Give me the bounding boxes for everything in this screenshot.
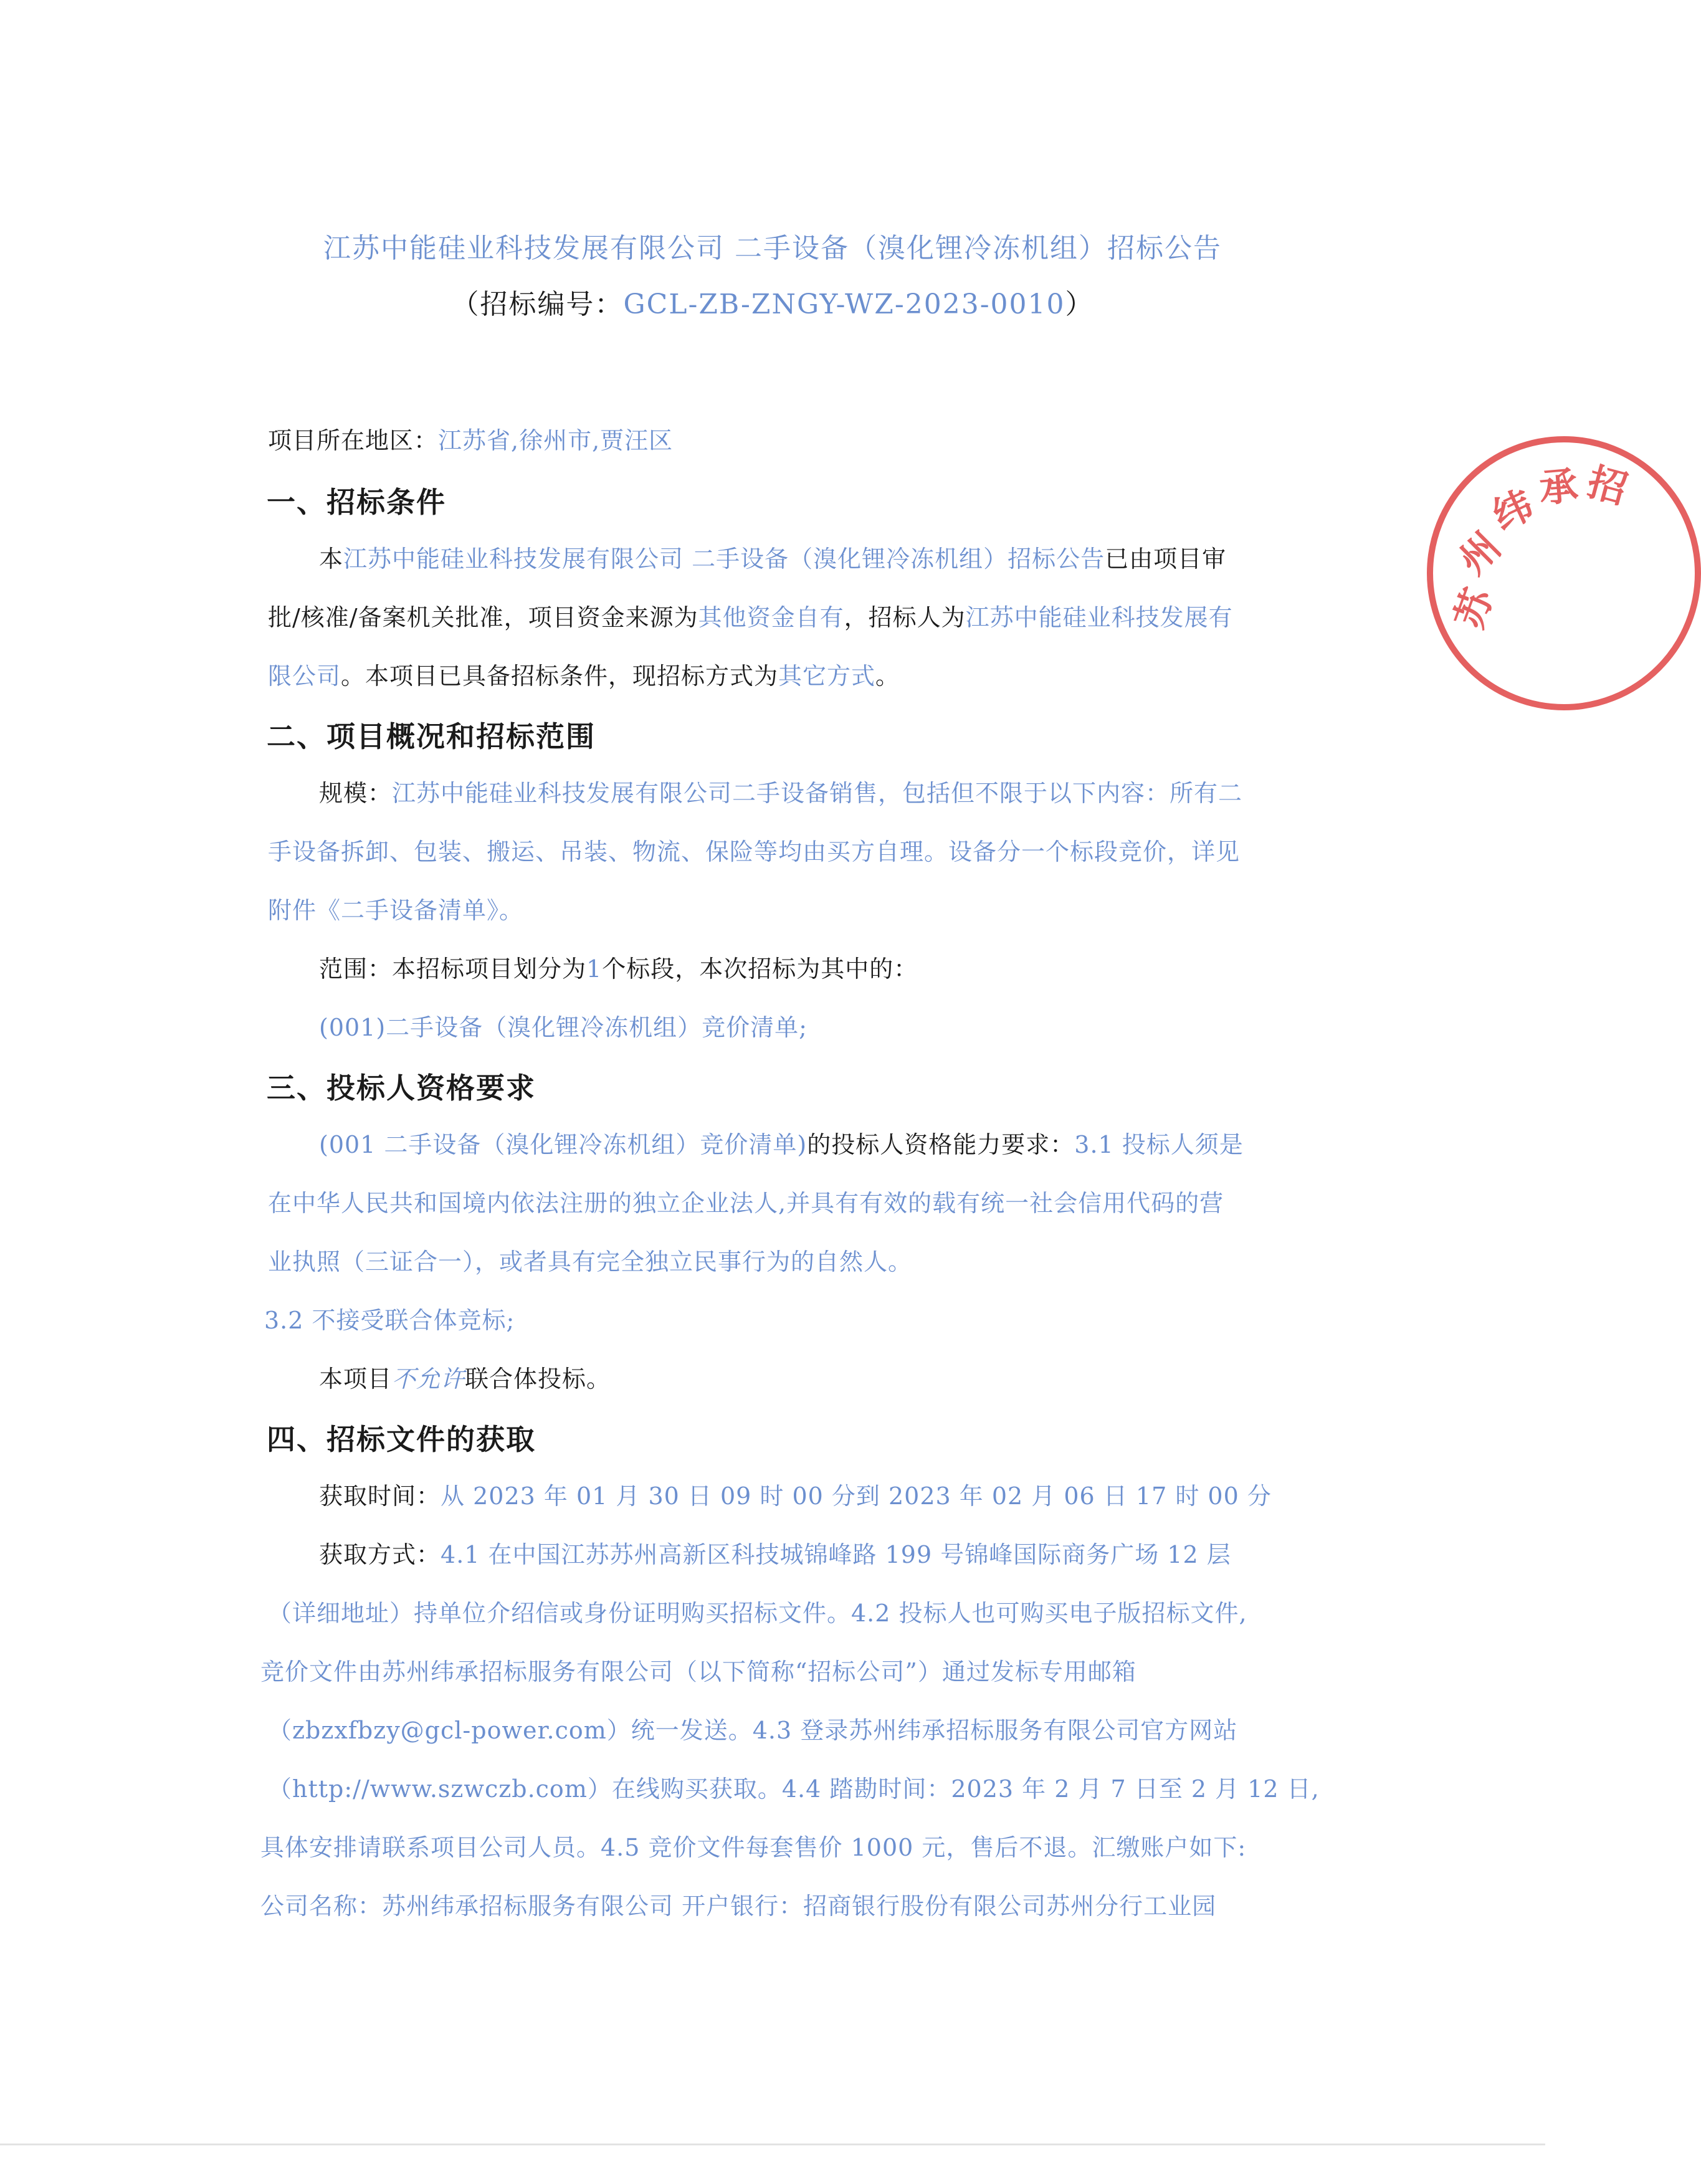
region-value: 江苏省,徐州市,贾汪区: [438, 427, 674, 454]
acquire-method-line5: （http://www.szwczb.com）在线购买获取。4.4 踏勘时间：2023 年 2 月 7 日至 2 月 12 日,: [268, 1775, 1320, 1803]
tender-number: [0, 282, 1545, 322]
section1-line3: [268, 657, 900, 691]
section-heading-4: 四、招标文件的获取: [267, 1423, 536, 1456]
region-label: 项目所在地区：: [268, 427, 439, 454]
section-heading-2: 二、项目概况和招标范围: [267, 720, 596, 753]
lot-count: 1: [586, 955, 603, 983]
text-run: 本: [319, 545, 344, 573]
tender-number-label: （招标编号：: [451, 288, 624, 320]
tenderer-project: 江苏中能硅业科技发展有限公司 二手设备（溴化锂冷冻机组）招标公告: [343, 545, 1105, 573]
section-heading-3: 三、投标人资格要求: [267, 1071, 536, 1105]
section-heading-1: 一、招标条件: [267, 485, 446, 519]
notice-title: 江苏中能硅业科技发展有限公司 二手设备（溴化锂冷冻机组）招标公告: [323, 232, 1222, 264]
time-value: 从 2023 年 01 月 30 日 09 时 00 分到 2023 年 02 月 06 日 17 时 00 分: [441, 1482, 1272, 1510]
text-run: 已由项目审: [1105, 545, 1227, 573]
company-seal: [1427, 436, 1701, 710]
acquire-method-line1: [319, 1535, 1231, 1570]
acquire-method-line3: 竞价文件由苏州纬承招标服务有限公司（以下简称“招标公司”）通过发标专用邮箱: [260, 1658, 1136, 1686]
acquire-method-line4: （zbzxfbzy@gcl-power.com）统一发送。4.3 登录苏州纬承招标服务有限公司官方网站: [268, 1717, 1238, 1744]
acquire-method-line2: （详细地址）持单位介绍信或身份证明购买招标文件。4.2 投标人也可购买电子版招标文件,: [268, 1600, 1247, 1627]
seal-char: 招: [1583, 459, 1632, 513]
section1-line2: [268, 598, 1233, 632]
scale-line2: 手设备拆卸、包装、搬运、吊装、物流、保险等均由买方自理。设备分一个标段竞价，详见: [268, 838, 1241, 865]
fund-source: 其他资金自有: [698, 604, 844, 631]
qualification-line1: [319, 1125, 1244, 1160]
text-run: 的投标人资格能力要求：: [807, 1131, 1075, 1158]
text-run: 个标段，本次招标为其中的：: [602, 955, 918, 983]
qualification-line3: 业执照（三证合一），或者具有完全独立民事行为的自然人。: [268, 1248, 913, 1276]
time-label: 获取时间：: [319, 1482, 441, 1510]
tenderer-name: 江苏中能硅业科技发展有: [965, 604, 1233, 631]
text-run: 本项目: [319, 1365, 393, 1393]
tenderer-name-cont: 限公司: [268, 662, 341, 690]
text-run: 范围：本招标项目划分为: [319, 955, 587, 983]
scale-text: 江苏中能硅业科技发展有限公司二手设备销售，包括但不限于以下内容：所有二: [392, 780, 1243, 807]
text-run: 。: [875, 662, 900, 690]
tender-number-close: ）: [1065, 288, 1094, 320]
text-run: 联合体投标。: [465, 1365, 611, 1393]
seal-char: 苏: [1446, 582, 1502, 634]
tender-method: 其它方式: [778, 662, 876, 690]
method-label: 获取方式：: [319, 1541, 441, 1568]
scale-label: 规模：: [319, 780, 393, 807]
text-run: ，招标人为: [844, 604, 966, 631]
scale-line3: 附件《二手设备清单》。: [268, 897, 524, 924]
scan-edge-line: [0, 2143, 1545, 2145]
project-region: [268, 421, 673, 455]
range-line: [319, 950, 918, 984]
acquire-method-line6: 具体安排请联系项目公司人员。4.5 竞价文件每套售价 1000 元，售后不退。汇缴账户如下:: [260, 1834, 1247, 1861]
scale-line1: [319, 774, 1242, 808]
acquire-time: [319, 1477, 1272, 1511]
lot-ref: (001 二手设备（溴化锂冷冻机组）竞价清单): [319, 1131, 808, 1158]
text-run-blue: 3.1 投标人须是: [1074, 1131, 1244, 1158]
joint-bid-value: 不允许: [392, 1365, 465, 1393]
text-run: 批/核准/备案机关批准，项目资金来源为: [268, 604, 698, 631]
seal-char: 承: [1537, 462, 1580, 512]
qualification-line4: 3.2 不接受联合体竞标;: [264, 1307, 515, 1334]
lot-item: (001)二手设备（溴化锂冷冻机组）竞价清单;: [319, 1014, 808, 1041]
qualification-line2: 在中华人民共和国境内依法注册的独立企业法人,并具有有效的载有统一社会信用代码的营: [268, 1190, 1224, 1217]
text-run: 。本项目已具备招标条件，现招标方式为: [341, 662, 779, 690]
seal-char: 纬: [1485, 481, 1540, 540]
section1-line1: [319, 540, 1226, 574]
acquire-method-line7: 公司名称：苏州纬承招标服务有限公司 开户银行：招商银行股份有限公司苏州分行工业园: [260, 1892, 1217, 1920]
method-text: 4.1 在中国江苏苏州高新区科技城锦峰路 199 号锦峰国际商务广场 12 层: [441, 1541, 1231, 1568]
joint-bid-line: [319, 1360, 611, 1394]
tender-number-code: GCL-ZB-ZNGY-WZ-2023-0010: [623, 288, 1065, 320]
seal-char: 州: [1449, 523, 1510, 583]
